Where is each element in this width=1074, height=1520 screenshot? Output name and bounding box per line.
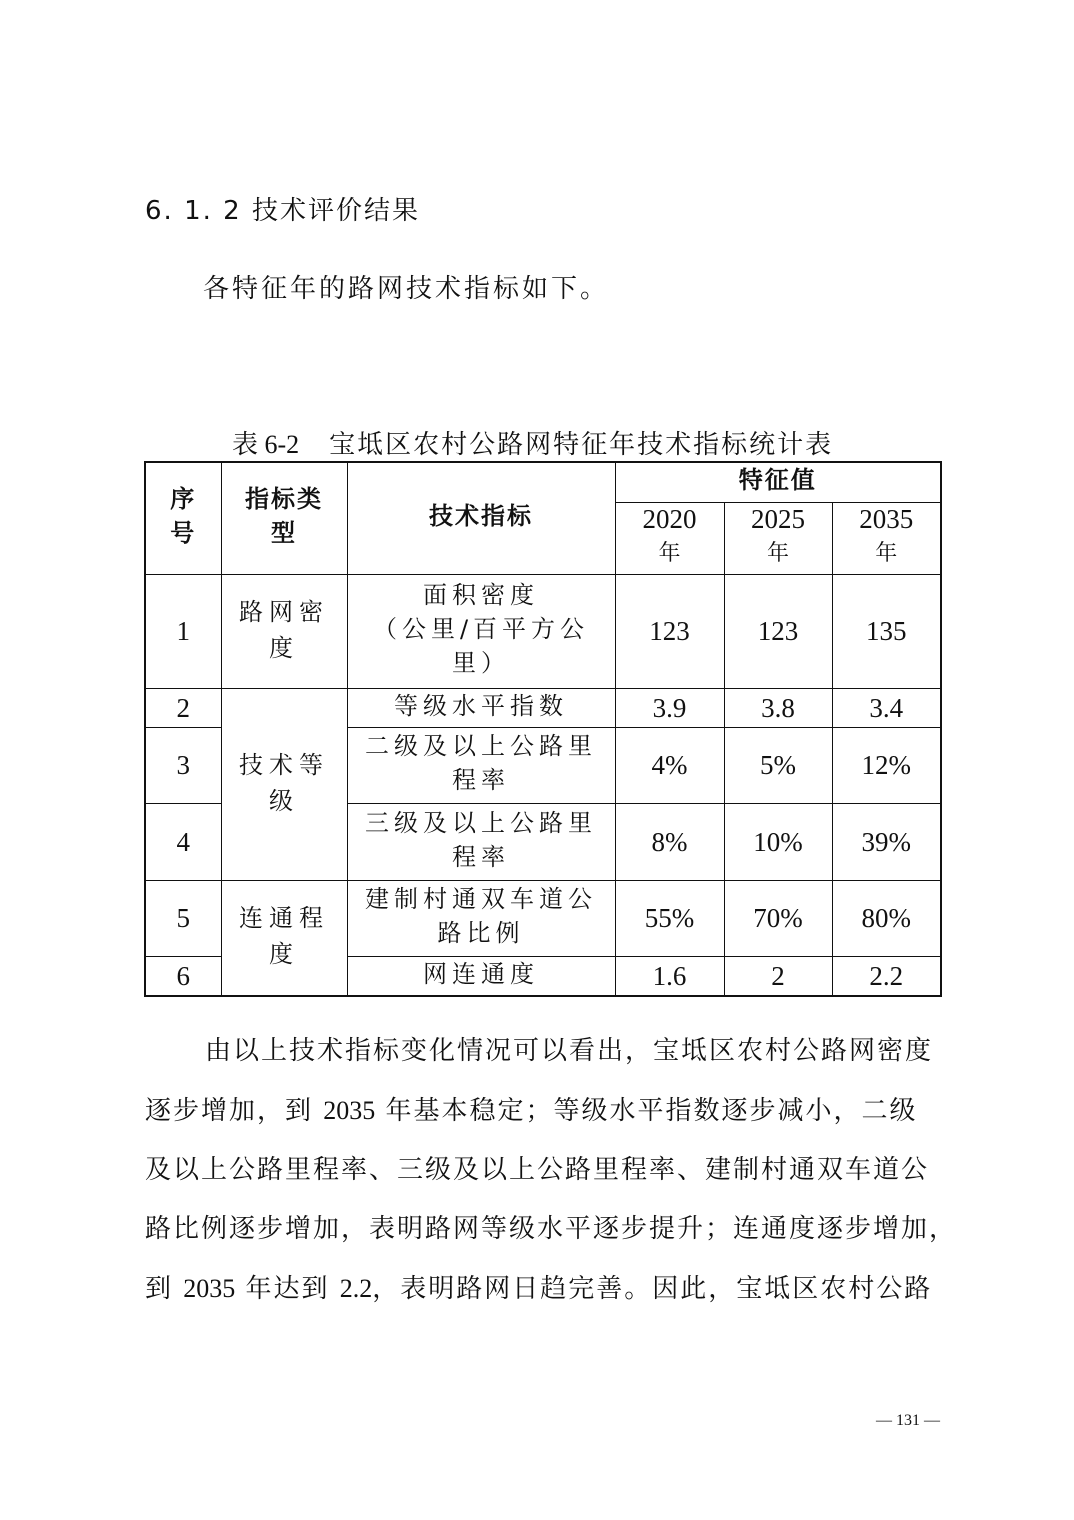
row-seq: 4	[145, 803, 221, 880]
header-category: 指标类 型	[221, 462, 347, 574]
body-line: 及以上公路里程率、三级及以上公路里程率、建制村通双车道公	[145, 1155, 930, 1185]
row-value-2020: 3.9	[615, 688, 724, 727]
category-density: 路网密 度	[221, 574, 347, 688]
table-row	[145, 574, 941, 688]
row-indicator: 面积密度 （公里/百平方公 里）	[347, 574, 615, 688]
row-value-2025: 5%	[724, 727, 832, 803]
header-indicator: 技术指标	[347, 462, 615, 574]
body-paragraph	[145, 1022, 958, 1319]
table-caption-number: 表 6-2	[232, 430, 300, 459]
table-row	[145, 688, 941, 727]
header-seq: 序 号	[145, 462, 221, 574]
body-line: 逐步增加，到 2035 年基本稳定；等级水平指数逐步减小，二级	[145, 1096, 918, 1126]
row-seq: 5	[145, 880, 221, 956]
body-line: 路比例逐步增加，表明路网等级水平逐步提升；连通度逐步增加，	[145, 1214, 958, 1244]
body-line: 到 2035 年达到 2.2，表明路网日趋完善。因此，宝坻区农村公路	[145, 1274, 933, 1304]
row-indicator: 三级及以上公路里 程率	[347, 803, 615, 880]
row-indicator: 二级及以上公路里 程率	[347, 727, 615, 803]
body-line: 由以上技术指标变化情况可以看出，宝坻区农村公路网密度	[205, 1036, 934, 1066]
row-seq: 6	[145, 956, 221, 996]
table-header-row	[145, 462, 941, 502]
row-seq: 1	[145, 574, 221, 688]
row-value-2020: 4%	[615, 727, 724, 803]
category-grade: 技术等 级	[221, 688, 347, 880]
row-value-2020: 55%	[615, 880, 724, 956]
row-value-2035: 3.4	[832, 688, 941, 727]
row-indicator: 等级水平指数	[347, 688, 615, 727]
row-seq: 3	[145, 727, 221, 803]
table-caption	[232, 424, 833, 461]
row-value-2035: 135	[832, 574, 941, 688]
header-year-2025: 2025 年	[724, 502, 832, 574]
row-value-2035: 2.2	[832, 956, 941, 996]
row-indicator: 网连通度	[347, 956, 615, 996]
category-connectivity: 连通程 度	[221, 880, 347, 996]
row-value-2035: 39%	[832, 803, 941, 880]
row-value-2025: 10%	[724, 803, 832, 880]
row-value-2035: 80%	[832, 880, 941, 956]
header-feature-value: 特征值	[615, 462, 941, 502]
header-year-2035: 2035 年	[832, 502, 941, 574]
header-year-2020: 2020 年	[615, 502, 724, 574]
row-value-2020: 8%	[615, 803, 724, 880]
row-seq: 2	[145, 688, 221, 727]
row-value-2020: 1.6	[615, 956, 724, 996]
section-heading: 6. 1. 2 技术评价结果	[145, 196, 420, 226]
row-value-2025: 3.8	[724, 688, 832, 727]
row-value-2020: 123	[615, 574, 724, 688]
row-value-2025: 2	[724, 956, 832, 996]
indicator-table	[144, 461, 942, 997]
row-value-2025: 70%	[724, 880, 832, 956]
row-indicator: 建制村通双车道公 路比例	[347, 880, 615, 956]
page-number: — 131 —	[876, 1412, 940, 1429]
table-caption-title: 宝坻区农村公路网特征年技术指标统计表	[329, 430, 834, 460]
intro-paragraph: 各特征年的路网技术指标如下。	[203, 274, 610, 304]
table-row	[145, 880, 941, 956]
row-value-2035: 12%	[832, 727, 941, 803]
row-value-2025: 123	[724, 574, 832, 688]
